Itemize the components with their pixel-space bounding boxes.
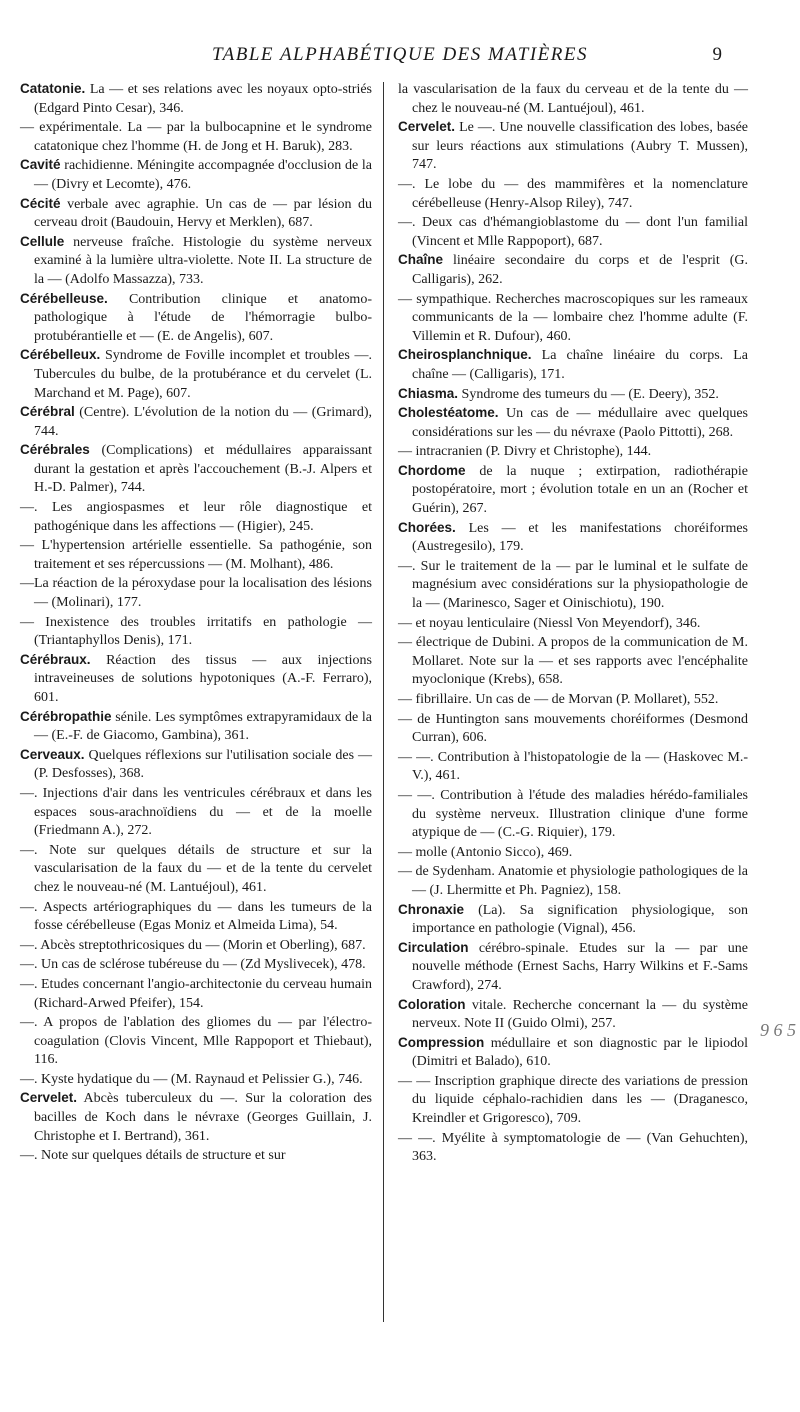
entry-text: la vascularisation de la faux du cerveau et de la tente du — chez le nouveau-né (M. Lantuéjoul), 461. xyxy=(398,82,748,116)
entry-text: — L'hypertension artérielle essentielle. Sa pathogénie, son traitement et ses répercussions — (M. Molhant), 486. xyxy=(20,538,372,572)
index-entry xyxy=(20,195,372,233)
entry-heading: Cholestéatome. xyxy=(398,405,499,421)
index-entry xyxy=(20,574,372,612)
page-header xyxy=(0,44,800,68)
entry-text: Contribution clinique et anatomo-pathologique à l'étude de l'hémorragie bulbo-protubérantielle et — (E. de Angelis), 607. xyxy=(34,291,372,344)
entry-heading: Cérébraux. xyxy=(20,651,91,667)
entry-heading: Cérébral xyxy=(20,404,75,420)
entry-heading: Compression xyxy=(398,1034,485,1050)
index-entry xyxy=(20,536,372,574)
index-entry xyxy=(398,118,748,175)
entry-text: — électrique de Dubini. A propos de la communication de M. Mollaret. Note sur la — et ses rapports avec l'encéphalite myoclonique (Krebs), 658. xyxy=(398,635,748,688)
index-entry xyxy=(398,385,748,405)
index-entry xyxy=(20,233,372,290)
entry-text: —. Injections d'air dans les ventricules cérébraux et dans les espaces sous-arachnoïdiens du — et de la moelle (Friedmann A.), 272. xyxy=(20,785,372,839)
entry-text: cérébro-spinale. Etudes sur la — par une nouvelle méthode (Ernest Sachs, Harry Wilkins et F.-Sams Crawford), 274. xyxy=(412,940,748,993)
entry-text: — —. Myélite à symptomatologie de — (Van Gehuchten), 363. xyxy=(398,1130,748,1165)
entry-text: La — et ses relations avec les noyaux opto-striés (Edgard Pinto Cesar), 346. xyxy=(34,82,372,116)
index-entry xyxy=(398,901,748,939)
index-entry xyxy=(398,519,748,557)
entry-text: — de Sydenham. Anatomie et physiologie pathologiques de la — (J. Lhermitte et Ph. Pagniez), 158. xyxy=(398,864,748,898)
index-entry xyxy=(398,862,748,900)
entry-text: — expérimentale. La — par la bulbocapnine et le syndrome catatonique chez l'homme (H. de Jong et H. Baruk), 283. xyxy=(20,120,372,154)
entry-text: (Complications) et médullaires apparaissant durant la gestation et après l'accouchement (B.-J. Alpers et H.-D. Palmer), 744. xyxy=(34,443,373,496)
index-entry xyxy=(20,156,372,194)
entry-text: —. Abcès streptothricosiques du — (Morin et Oberling), 687. xyxy=(20,937,366,953)
entry-text: —. Un cas de sclérose tubéreuse du — (Zd Myslivecek), 478. xyxy=(20,957,366,973)
entry-heading: Chordome xyxy=(398,462,466,478)
entry-heading: Cellule xyxy=(20,233,65,249)
entry-text: La chaîne linéaire du corps. La chaîne — (Calligaris), 171. xyxy=(412,348,749,382)
entry-text: — de Huntington sans mouvements choréiformes (Desmond Curran), 606. xyxy=(398,711,748,746)
index-entry xyxy=(398,346,748,384)
index-entry xyxy=(398,251,748,289)
entry-text: —. Deux cas d'hémangioblastome du — dont l'un familial (Vincent et Mlle Rappoport), 687. xyxy=(398,215,748,249)
entry-heading: Chiasma. xyxy=(398,385,459,401)
index-entry xyxy=(20,441,372,498)
index-entry xyxy=(20,784,372,841)
index-entry xyxy=(398,175,748,213)
index-entry xyxy=(20,1013,372,1070)
entry-heading: Chronaxie xyxy=(398,901,465,917)
entry-heading: Cervelet. xyxy=(398,119,456,135)
index-entry xyxy=(20,746,372,784)
index-entry xyxy=(398,1072,748,1129)
entry-text: —. A propos de l'ablation des gliomes du — par l'électro-coagulation (Clovis Vincent, Mlle Rappoport et Thiebaut), 116. xyxy=(20,1015,372,1068)
index-entry xyxy=(398,213,748,251)
entry-text: médullaire et son diagnostic par le lipiodol (Dimitri et Balado), 610. xyxy=(412,1035,749,1070)
entry-text: Syndrome de Foville incomplet et troubles —. Tubercules du bulbe, de la protubérance et du cervelet (L. Marchand et M. Page), 607. xyxy=(34,348,372,401)
index-entry xyxy=(398,633,748,690)
index-entry xyxy=(398,1034,748,1072)
entry-text: Réaction des tissus — aux injections intraveineuses de solutions hypotoniques (A.-F. Ferraro), 601. xyxy=(34,652,372,705)
entry-text: —. Note sur quelques détails de structure et sur la vascularisation de la faux du — et de la tente du cervelet chez le nouveau-né (M. Lantuéjoul), 461. xyxy=(20,842,372,895)
index-entry xyxy=(398,442,748,462)
index-entry xyxy=(20,898,372,936)
index-entry xyxy=(20,80,372,118)
entry-text: Syndrome des tumeurs du — (E. Deery), 352. xyxy=(461,386,719,402)
entry-text: — et noyau lenticulaire (Niessl Von Meyendorf), 346. xyxy=(398,615,701,631)
index-entry xyxy=(20,290,372,347)
entry-text: —. Etudes concernant l'angio-architectonie du cerveau humain (Richard-Arwed Pfeifer), 154. xyxy=(20,976,372,1011)
index-entry xyxy=(398,690,748,710)
entry-text: nerveuse fraîche. Histologie du système nerveux examiné à la lumière ultra-violette. Note II. La structure de la — (Adolfo Massazza), 733. xyxy=(34,234,373,287)
index-entry xyxy=(20,975,372,1013)
index-entry xyxy=(398,614,748,634)
handwritten-margin-note: 9 6 5 xyxy=(760,1020,796,1040)
page-title: TABLE ALPHABÉTIQUE DES MATIÈRES xyxy=(212,44,588,65)
entry-text: sénile. Les symptômes extrapyramidaux de la — (E.-F. de Giacomo, Gambina), 361. xyxy=(34,709,372,744)
index-entry xyxy=(20,498,372,536)
index-entry xyxy=(398,939,748,996)
right-column xyxy=(398,80,748,1167)
entry-text: linéaire secondaire du corps et de l'esprit (G. Calligaris), 262. xyxy=(412,253,748,287)
index-entry xyxy=(398,1129,748,1167)
index-entry xyxy=(398,748,748,786)
index-entry xyxy=(398,786,748,843)
entry-text: — fibrillaire. Un cas de — de Morvan (P. Mollaret), 552. xyxy=(398,692,719,707)
index-entry xyxy=(20,651,372,708)
index-entry xyxy=(398,557,748,614)
entry-text: —. Le lobe du — des mammifères et la nomenclature cérébelleuse (Henry-Alsop Riley), 747. xyxy=(398,176,748,211)
entry-text: (La). Sa signification physiologique, son importance en pathologie (Vignal), 456. xyxy=(412,902,749,937)
index-entry xyxy=(398,462,748,519)
index-entry xyxy=(20,1146,372,1166)
index-entry xyxy=(398,710,748,748)
index-entry xyxy=(20,708,372,746)
entry-text: — sympathique. Recherches macroscopiques sur les rameaux communicants de la — lombaire chez l'homme adulte (F. Villemin et R. Dufour), 460. xyxy=(398,291,748,344)
entry-text: —La réaction de la péroxydase pour la localisation des lésions — (Molinari), 177. xyxy=(20,576,372,611)
entry-heading: Cerveaux. xyxy=(20,746,85,762)
entry-text: — molle (Antonio Sicco), 469. xyxy=(398,844,573,860)
page-number: 9 xyxy=(712,44,722,65)
entry-heading: Cécité xyxy=(20,195,61,211)
column-divider xyxy=(383,82,384,1322)
entry-text: —. Aspects artériographiques du — dans les tumeurs de la fosse cérébelleuse (Egas Moniz et Almeida Lima), 54. xyxy=(20,899,372,934)
entry-text: verbale avec agraphie. Un cas de — par lésion du cerveau droit (Baudouin, Hervy et Merklen), 687. xyxy=(34,196,373,231)
entry-text: vitale. Recherche concernant la — du système nerveux. Note II (Guido Olmi), 257. xyxy=(412,997,749,1032)
index-entry xyxy=(398,290,748,347)
entry-text: rachidienne. Méningite accompagnée d'occlusion de la — (Divry et Lecomte), 476. xyxy=(34,158,373,192)
index-entry xyxy=(20,346,372,403)
index-entry xyxy=(398,404,748,442)
entry-text: — Inexistence des troubles irritatifs en pathologie — (Triantaphyllos Denis), 171. xyxy=(20,614,372,649)
left-column xyxy=(20,80,372,1166)
entry-heading: Chaîne xyxy=(398,252,444,268)
entry-text: Le —. Une nouvelle classification des lobes, basée sur leurs réactions aux stimulations (Aubry T. Mussen), 747. xyxy=(412,120,748,173)
entry-heading: Catatonie. xyxy=(20,81,86,96)
index-entry xyxy=(20,936,372,956)
entry-heading: Cavité xyxy=(20,157,61,173)
index-entry xyxy=(398,843,748,863)
entry-heading: Cérébelleuse. xyxy=(20,290,108,306)
entry-text: Abcès tuberculeux du —. Sur la coloration des bacilles de Koch dans le névraxe (Georges Guillain, J. Christophe et I. Bertrand), 361. xyxy=(34,1091,372,1144)
entry-text: Quelques réflexions sur l'utilisation sociale des — (P. Desfosses), 368. xyxy=(34,747,372,782)
index-entry xyxy=(20,403,372,441)
entry-heading: Cérébropathie xyxy=(20,708,112,724)
index-entry xyxy=(20,841,372,898)
index-entry xyxy=(20,1089,372,1146)
entry-heading: Cérébelleux. xyxy=(20,347,101,363)
index-entry xyxy=(20,118,372,156)
entry-heading: Circulation xyxy=(398,939,469,955)
entry-text: —. Sur le traitement de la — par le luminal et le sulfate de magnésium avec considérations sur la physiopathologie de la — (Marinesco, Sager et Oinischiotu), 190. xyxy=(398,558,748,612)
entry-heading: Cheirosplanchnique. xyxy=(398,347,532,363)
entry-text: Un cas de — médullaire avec quelques considérations sur les — du névraxe (Paolo Pittotti), 268. xyxy=(412,406,748,440)
index-entry xyxy=(20,1070,372,1090)
entry-text: — intracranien (P. Divry et Christophe), 144. xyxy=(398,444,652,460)
index-entry xyxy=(398,80,748,118)
entry-text: — —. Contribution à l'étude des maladies hérédo-familiales du système nerveux. Illustration clinique d'une forme atypique de — (C.-G. Riquier), 179. xyxy=(398,787,748,841)
entry-text: Les — et les manifestations choréiformes (Austregesilo), 179. xyxy=(412,520,749,555)
entry-text: —. Kyste hydatique du — (M. Raynaud et Pelissier G.), 746. xyxy=(20,1071,363,1087)
entry-heading: Coloration xyxy=(398,996,466,1012)
index-entry xyxy=(20,613,372,651)
entry-text: — — Inscription graphique directe des variations de pression du liquide céphalo-rachidien dans les — (Draganesco, Kreindler et Grigoresco), 709. xyxy=(398,1073,748,1127)
index-entry xyxy=(398,996,748,1034)
entry-heading: Cervelet. xyxy=(20,1090,78,1106)
entry-heading: Cérébrales xyxy=(20,442,90,458)
entry-text: de la nuque ; extirpation, radiothérapie postopératoire, mort ; évolution totale en un an (Rocher et Guérin), 267. xyxy=(412,463,749,517)
entry-text: — —. Contribution à l'histopatologie de la — (Haskovec M.-V.), 461. xyxy=(398,749,748,784)
entry-text: —. Les angiospasmes et leur rôle diagnostique et pathogénique dans les affections — (Higier), 245. xyxy=(20,500,372,534)
entry-text: —. Note sur quelques détails de structure et sur xyxy=(20,1148,286,1164)
index-entry xyxy=(20,955,372,975)
entry-text: (Centre). L'évolution de la notion du — (Grimard), 744. xyxy=(34,405,373,439)
entry-heading: Chorées. xyxy=(398,519,456,535)
